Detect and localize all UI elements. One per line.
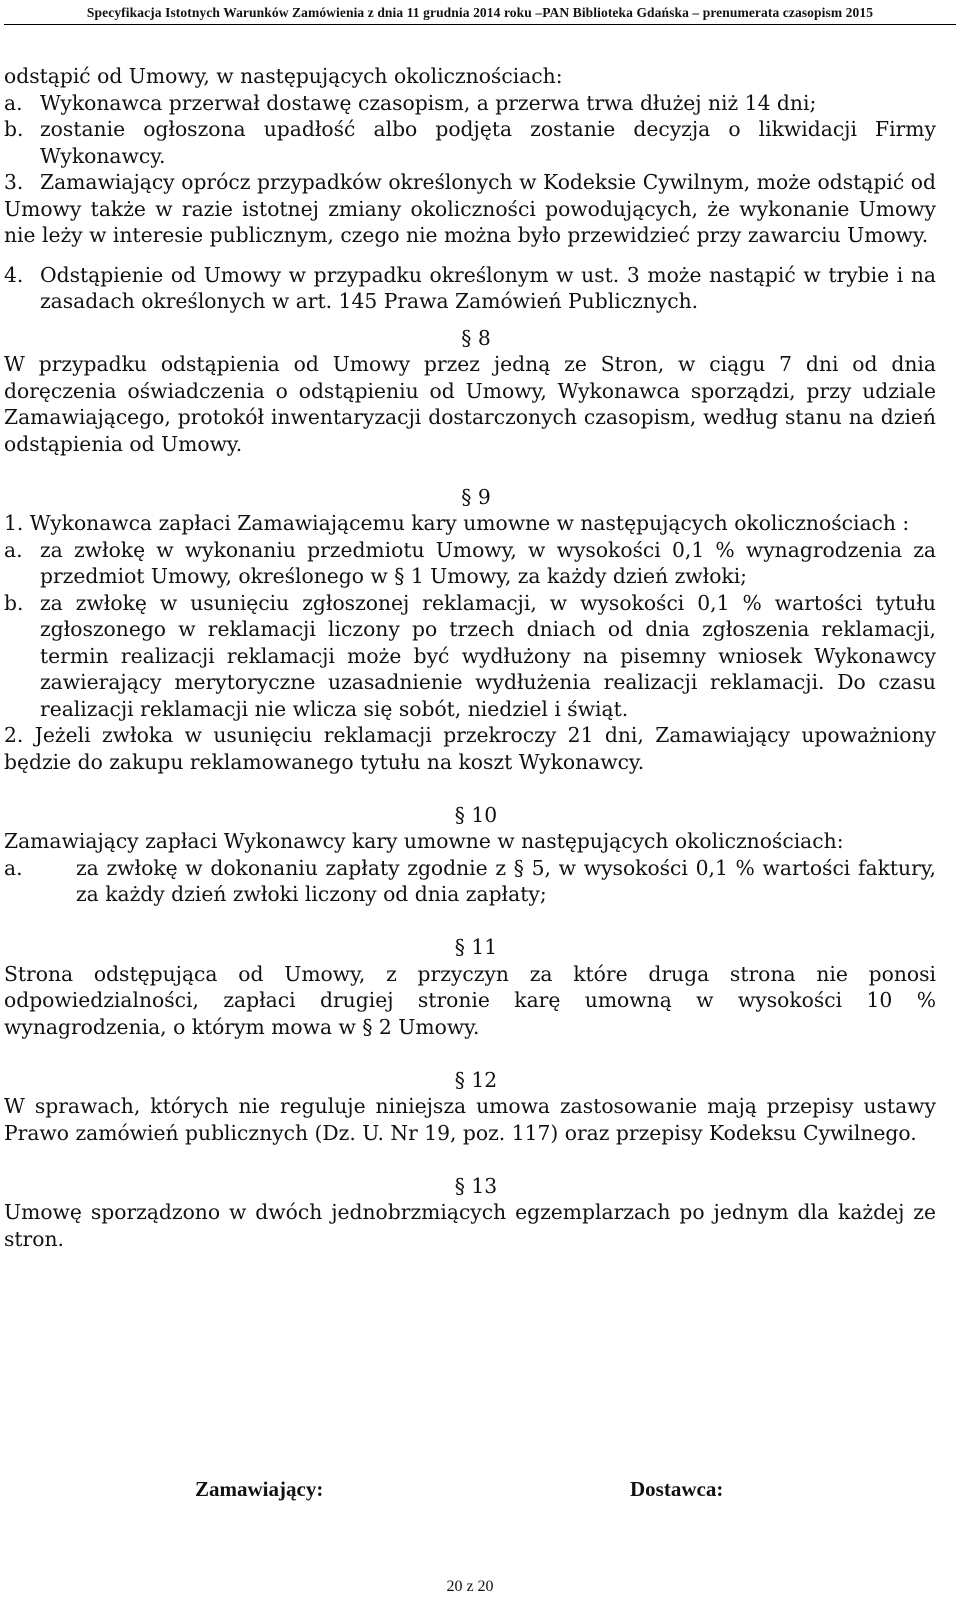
- item-text: Odstąpienie od Umowy w przypadku określonym w ust. 3 może nastąpić w trybie i na zasadach określonych w art. 145 Prawa Zamówień Publicznych.: [40, 262, 936, 313]
- section-8-heading: § 8: [461, 325, 491, 350]
- continuation-intro: odstąpić od Umowy, w następujących okolicznościach:: [4, 64, 563, 88]
- section-8-text: W przypadku odstąpienia od Umowy przez jedną ze Stron, w ciągu 7 dni od dnia doręczenia oświadczenia o odstąpieniu od Umowy, Wykonawca sporządzi, przy udziale Zamawiającego, protokół inwentaryzacji dostarczonych czasopism, według stanu na dzień odstąpienia od Umowy.: [4, 352, 936, 456]
- page-number: 20 z 20: [446, 1578, 494, 1595]
- item-marker: a.: [4, 537, 23, 562]
- list-item-a: [4, 537, 936, 590]
- item-text: zostanie ogłoszona upadłość albo podjęta zostanie decyzja o likwidacji Firmy Wykonawcy.: [40, 117, 936, 168]
- section-9-paragraph-2: 2. Jeżeli zwłoka w usunięciu reklamacji przekroczy 21 dni, Zamawiający upoważniony będzie do zakupu reklamowanego tytułu na koszt Wykonawcy.: [4, 723, 936, 774]
- signature-ordering-party: Zamawiający:: [195, 1477, 324, 1501]
- item-marker: b.: [4, 117, 24, 141]
- list-item-b: [4, 116, 936, 169]
- item-marker: 3.: [4, 170, 24, 194]
- item-text: Wykonawca przerwał dostawę czasopism, a przerwa trwa dłużej niż 14 dni;: [40, 90, 817, 115]
- section-9-paragraph-1: 1. Wykonawca zapłaci Zamawiającemu kary umowne w następujących okolicznościach :: [4, 511, 910, 535]
- section-10-text: Zamawiający zapłaci Wykonawcy kary umowne w następujących okolicznościach:: [4, 829, 844, 853]
- section-13-heading: § 13: [454, 1173, 498, 1198]
- section-12-text: W sprawach, których nie reguluje niniejsza umowa zastosowanie mają przepisy ustawy Prawo zamówień publicznych (Dz. U. Nr 19, poz. 117) oraz przepisy Kodeksu Cywilnego.: [4, 1094, 936, 1145]
- section-11-heading: § 11: [454, 935, 498, 959]
- item-text: za zwłokę w dokonaniu zapłaty zgodnie z § 5, w wysokości 0,1 % wartości faktury, za każdy dzień zwłoki liczony od dnia zapłaty;: [76, 855, 936, 906]
- item-marker: b.: [4, 590, 24, 615]
- list-item-a: [4, 90, 936, 117]
- list-item-a: [4, 855, 936, 908]
- section-13-text: Umowę sporządzono w dwóch jednobrzmiących egzemplarzach po jednym dla każdej ze stron.: [4, 1200, 936, 1251]
- item-marker: 4.: [4, 262, 24, 287]
- document-body: [4, 63, 936, 1252]
- section-10-heading: § 10: [454, 802, 498, 827]
- header-divider: [4, 24, 956, 25]
- paragraph-3: [4, 169, 936, 249]
- item-text: Zamawiający oprócz przypadków określonych w Kodeksie Cywilnym, może odstąpić od Umowy także w razie istotnej zmiany okoliczności powodujących, że wykonanie Umowy nie leży w interesie publicznym, czego nie można było przewidzieć przy zawarciu Umowy.: [4, 170, 936, 247]
- list-item-b: [4, 590, 936, 723]
- section-12-heading: § 12: [454, 1067, 498, 1092]
- paragraph-4: [4, 262, 936, 315]
- section-11-text: Strona odstępująca od Umowy, z przyczyn za które druga strona nie ponosi odpowiedzialności, zapłaci drugiej stronie karę umowną w wysokości 10 % wynagrodzenia, o którym mowa w § 2 Umowy.: [4, 961, 936, 1039]
- section-9-heading: § 9: [461, 484, 491, 509]
- item-text: za zwłokę w wykonaniu przedmiotu Umowy, w wysokości 0,1 % wynagrodzenia za przedmiot Umowy, określonego w § 1 Umowy, za każdy dzień zwłoki;: [40, 537, 936, 588]
- item-marker: a.: [4, 90, 23, 115]
- document-header: Specyfikacja Istotnych Warunków Zamówienia z dnia 11 grudnia 2014 roku –PAN Biblioteka Gdańska – prenumerata czasopism 2015: [86, 5, 874, 20]
- signature-supplier: Dostawca:: [630, 1477, 724, 1501]
- item-marker: a.: [4, 855, 23, 880]
- item-text: za zwłokę w usunięciu zgłoszonej reklamacji, w wysokości 0,1 % wartości tytułu zgłoszonego w reklamacji liczony po trzech dniach od dnia zgłoszenia reklamacji, termin realizacji reklamacji może być wydłużony na pisemny wniosek Wykonawcy zawierający merytoryczne uzasadnienie wydłużenia realizacji reklamacji. Do czasu realizacji reklamacji nie wlicza się sobót, niedziel i świąt.: [40, 590, 936, 721]
